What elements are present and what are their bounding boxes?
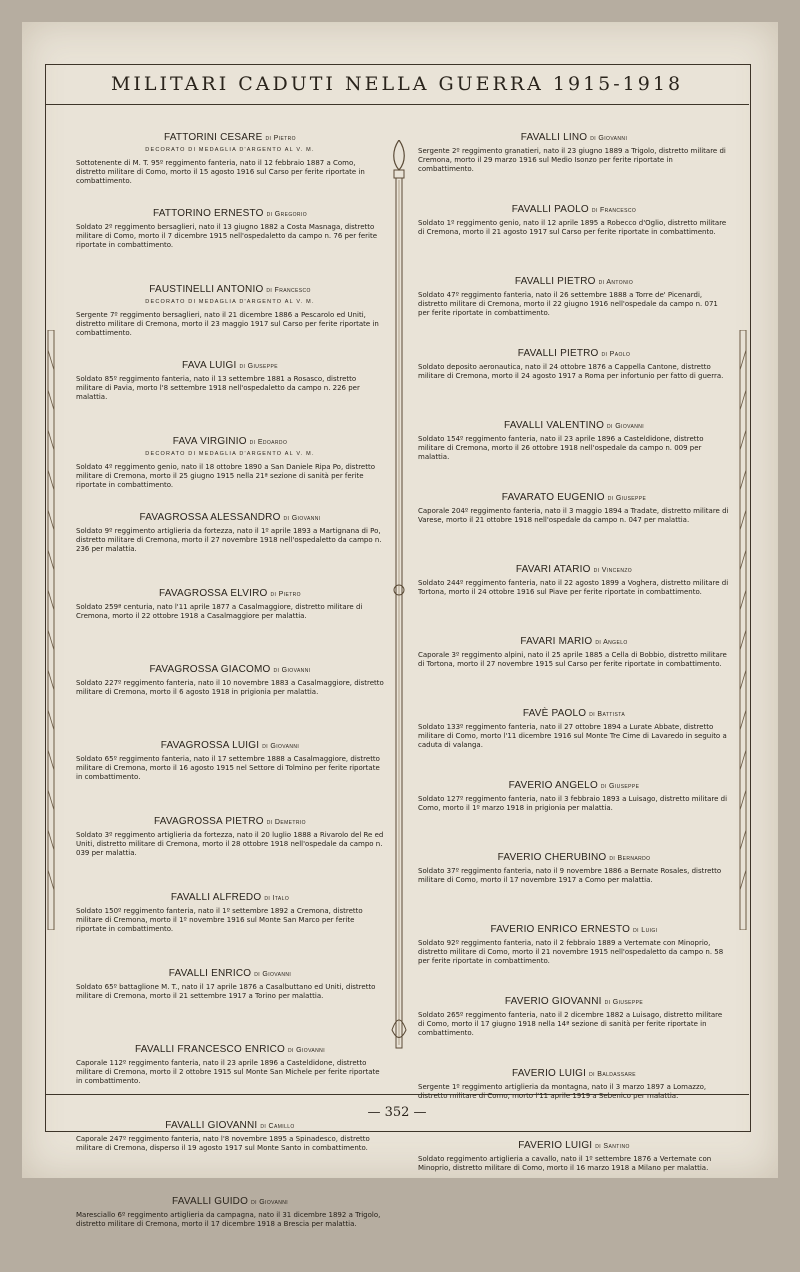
casualty-record: Soldato reggimento artiglieria a cavallo, nato il 1º settembre 1876 a Vertemate con Minoprio, distretto militare di Como, morto il 16 marzo 1918 a Milano per malattia. xyxy=(418,1155,712,1173)
casualty-record: Soldato 3º reggimento artiglieria da fortezza, nato il 20 luglio 1888 a Rivarolo del Re ed Uniti, distretto militare di Cremona, morto il 28 ottobre 1918 nell'ospedale da campo n. 039 per malattia. xyxy=(76,831,384,858)
casualty-surname-given: FAVAGROSSA GIACOMO xyxy=(149,664,271,675)
casualty-entry xyxy=(418,924,730,996)
casualty-entry xyxy=(76,512,384,588)
casualty-name xyxy=(418,1140,730,1151)
casualty-entry xyxy=(418,132,730,204)
right-fasces-ornament-icon xyxy=(738,330,748,930)
casualty-father: di Pietro xyxy=(265,135,296,142)
casualty-record: Sergente 2º reggimento granatieri, nato il 23 giugno 1889 a Trigolo, distretto militare di Cremona, morto il 29 marzo 1916 sul Medio Isonzo per ferite riportate in combattimento. xyxy=(418,147,726,174)
casualty-entry xyxy=(76,892,384,968)
casualty-surname-given: FAVÈ PAOLO xyxy=(522,708,587,719)
casualty-record: Soldato 265º reggimento fanteria, nato il 2 dicembre 1882 a Luisago, distretto militare di Como, morto il 17 giugno 1918 nella 14ª sezione di sanità per ferite riportate in combattimento. xyxy=(418,1011,723,1038)
casualty-father: di Edoardo xyxy=(249,439,288,446)
casualty-record: Soldato 259ª centuria, nato l'11 aprile 1877 a Casalmaggiore, distretto militare di Cremona, morto il 22 ottobre 1918 a Casalmaggiore per malattia. xyxy=(76,603,363,621)
casualty-record: Maresciallo 6º reggimento artiglieria da campagna, nato il 31 dicembre 1892 a Trigolo, distretto militare di Cremona, morto il 17 dicembre 1918 a Brescia per malattia. xyxy=(76,1211,381,1229)
casualty-name xyxy=(76,816,384,827)
casualty-entry xyxy=(418,420,730,492)
casualty-entry xyxy=(76,968,384,1044)
casualty-record: Soldato 47º reggimento fanteria, nato il 26 settembre 1888 a Torre de' Picenardi, distretto militare di Cremona, morto il 22 giugno 1916 nell'ospedale da campo n. 071 per ferite riportate in combattimento. xyxy=(418,291,718,318)
casualty-entry xyxy=(76,284,384,360)
casualty-entry xyxy=(76,588,384,664)
casualty-record: Soldato 127º reggimento fanteria, nato il 3 febbraio 1893 a Luisago, distretto militare di Como, morto il 1º marzo 1918 in prigionia per malattia. xyxy=(418,795,728,813)
casualty-entry xyxy=(418,204,730,276)
casualty-record: Soldato 65º battaglione M. T., nato il 17 aprile 1876 a Casalbuttano ed Uniti, distretto militare di Cremona, morto il 21 settembre 1917 a Torino per malattia. xyxy=(76,983,376,1001)
casualty-name xyxy=(418,492,730,503)
casualty-record: Caporale 247º reggimento fanteria, nato l'8 novembre 1895 a Spinadesco, distretto militare di Cremona, disperso il 19 agosto 1917 sul Monte Santo in combattimento. xyxy=(76,1135,370,1153)
casualty-entry xyxy=(76,436,384,512)
casualty-surname-given: FAVALLI GUIDO xyxy=(171,1196,249,1207)
casualty-name xyxy=(418,348,730,359)
casualty-name xyxy=(76,664,384,675)
casualty-entry xyxy=(418,564,730,636)
casualty-record: Soldato 2º reggimento bersaglieri, nato il 13 giugno 1882 a Costa Masnaga, distretto militare di Como, morto il 7 dicembre 1915 nell'ospedaletto da campo n. 76 per ferite riportate in combattimento. xyxy=(76,223,378,250)
casualty-surname-given: FAVERIO CHERUBINO xyxy=(497,852,607,863)
casualty-father: di Giovanni xyxy=(590,135,628,142)
casualty-name xyxy=(76,284,384,295)
casualty-father: di Italo xyxy=(264,895,290,902)
casualty-entry xyxy=(76,664,384,740)
casualty-record: Soldato 65º reggimento fanteria, nato il 17 settembre 1888 a Casalmaggiore, distretto militare di Cremona, morto il 16 agosto 1915 nel Settore di Tolmino per ferite riportate in combattimento. xyxy=(76,755,380,782)
casualty-father: di Angelo xyxy=(595,639,628,646)
casualty-surname-given: FAVAGROSSA ELVIRO xyxy=(159,588,268,599)
casualty-name xyxy=(76,208,384,219)
casualty-surname-given: FAVAGROSSA PIETRO xyxy=(154,816,264,827)
casualty-entry xyxy=(76,1196,384,1272)
casualty-entry xyxy=(76,208,384,284)
casualty-father: di Pietro xyxy=(270,591,301,598)
torch-ornament-icon xyxy=(388,140,410,1050)
casualty-record: Soldato 150º reggimento fanteria, nato il 1º settembre 1892 a Cremona, distretto militare di Cremona, morto il 1º novembre 1916 sul Monte San Marco per ferite riportate in combattimento. xyxy=(76,907,363,934)
casualty-record: Soldato 154º reggimento fanteria, nato il 23 aprile 1896 a Casteldidone, distretto militare di Cremona, morto il 26 ottobre 1918 nell'ospedale da campo n. 009 per malattia. xyxy=(418,435,704,462)
page-title: MILITARI CADUTI NELLA GUERRA 1915-1918 xyxy=(45,64,749,105)
casualty-name xyxy=(418,996,730,1007)
casualty-surname-given: FAVALLI LINO xyxy=(520,132,588,143)
casualty-record: Soldato 85º reggimento fanteria, nato il 13 settembre 1881 a Rosasco, distretto militare di Pavia, morto l'8 settembre 1918 nell'ospedaletto da campo n. 226 per malattia. xyxy=(76,375,360,402)
casualty-entry xyxy=(418,852,730,924)
casualty-surname-given: FAVA LUIGI xyxy=(182,360,237,371)
casualty-record: Caporale 3º reggimento alpini, nato il 25 aprile 1885 a Cella di Bobbio, distretto militare di Tortona, morto il 27 novembre 1915 sul Carso per ferite riportate in combattimento. xyxy=(418,651,727,669)
casualty-record: Sergente 1º reggimento artiglieria da montagna, nato il 3 marzo 1897 a Lomazzo, distretto militare di Como, morto l'11 aprile 1919 a Sebenico per malattia. xyxy=(418,1083,707,1101)
casualty-surname-given: FAUSTINELLI ANTONIO xyxy=(149,284,264,295)
casualty-name xyxy=(76,360,384,371)
casualty-father: di Giovanni xyxy=(254,971,292,978)
casualty-record: Soldato 4º reggimento genio, nato il 18 ottobre 1890 a San Daniele Ripa Po, distretto militare di Cremona, morto il 25 giugno 1915 nella 21ª sezione di sanità per ferite riportate in combattimento. xyxy=(76,463,376,490)
casualty-name xyxy=(418,924,730,935)
casualty-father: di Giovanni xyxy=(288,1047,325,1054)
casualty-name xyxy=(76,436,384,447)
left-fasces-ornament-icon xyxy=(46,330,56,930)
casualty-surname-given: FATTORINI CESARE xyxy=(164,132,263,143)
casualty-father: di Antonio xyxy=(598,279,634,286)
decoration-note: DECORATO DI MEDAGLIA D'ARGENTO AL V. M. xyxy=(145,299,315,305)
casualty-name xyxy=(76,1044,384,1055)
casualty-name xyxy=(76,588,384,599)
casualty-father: di Luigi xyxy=(633,927,658,934)
casualty-father: di Paolo xyxy=(601,351,631,358)
casualty-surname-given: FAVAGROSSA LUIGI xyxy=(160,740,260,751)
casualty-name xyxy=(418,708,730,719)
casualty-entry xyxy=(76,740,384,816)
casualty-surname-given: FAVALLI PIETRO xyxy=(514,276,596,287)
casualty-surname-given: FAVALLI VALENTINO xyxy=(503,420,605,431)
casualty-name xyxy=(418,420,730,431)
casualty-entry xyxy=(418,276,730,348)
page-number: — 352 — xyxy=(45,1094,749,1131)
casualty-entry xyxy=(418,996,730,1068)
casualty-record: Soldato 92º reggimento fanteria, nato il 2 febbraio 1889 a Vertemate con Minoprio, distretto militare di Como, morto il 21 novembre 1915 nell'ospedaletto da campo n. 58 per ferite riportate in combattimento. xyxy=(418,939,724,966)
casualty-record: Caporale 112º reggimento fanteria, nato il 23 aprile 1896 a Casteldidone, distretto militare di Cremona, morto il 2 ottobre 1915 sul Monte San Michele per ferite riportate in combattimento. xyxy=(76,1059,380,1086)
casualty-record: Soldato 244º reggimento fanteria, nato il 22 agosto 1899 a Voghera, distretto militare di Tortona, morto il 24 ottobre 1916 sul Piave per ferite riportate in combattimento. xyxy=(418,579,729,597)
casualty-entry xyxy=(418,708,730,780)
casualty-record: Sergente 7º reggimento bersaglieri, nato il 21 dicembre 1886 a Pescarolo ed Uniti, distretto militare di Cremona, morto il 23 maggio 1917 sul Carso per ferite riportate in combattimento. xyxy=(76,311,379,338)
casualty-surname-given: FAVALLI ALFREDO xyxy=(170,892,262,903)
casualty-surname-given: FAVALLI GIOVANNI xyxy=(165,1120,258,1131)
casualty-father: di Giovanni xyxy=(251,1199,289,1206)
casualty-name xyxy=(418,636,730,647)
casualty-record: Soldato 1º reggimento genio, nato il 12 aprile 1895 a Robecco d'Oglio, distretto militare di Cremona, morto il 21 agosto 1917 sul Carso per ferite riportate in combattimento. xyxy=(418,219,727,237)
casualty-entry xyxy=(418,348,730,420)
casualty-name xyxy=(418,852,730,863)
casualty-father: di Giovanni xyxy=(283,515,321,522)
casualty-father: di Giovanni xyxy=(262,743,300,750)
casualty-father: di Gregorio xyxy=(266,211,308,218)
casualty-surname-given: FAVERIO ANGELO xyxy=(508,780,598,791)
casualty-entry xyxy=(418,780,730,852)
casualty-name xyxy=(76,892,384,903)
casualty-surname-given: FAVERIO LUIGI xyxy=(518,1140,593,1151)
casualty-name xyxy=(418,276,730,287)
casualty-father: di Giovanni xyxy=(273,667,311,674)
decoration-note: DECORATO DI MEDAGLIA D'ARGENTO AL V. M. xyxy=(145,147,315,153)
casualty-father: di Vincenzo xyxy=(593,567,633,574)
casualty-entry xyxy=(76,816,384,892)
casualty-surname-given: FAVALLI PAOLO xyxy=(511,204,589,215)
casualty-name xyxy=(76,968,384,979)
casualty-entry xyxy=(418,1140,730,1212)
casualty-name xyxy=(418,204,730,215)
decoration-note: DECORATO DI MEDAGLIA D'ARGENTO AL V. M. xyxy=(145,451,315,457)
casualty-father: di Demetrio xyxy=(266,819,306,826)
casualty-surname-given: FAVARI MARIO xyxy=(520,636,593,647)
casualty-record: Soldato 37º reggimento fanteria, nato il 9 novembre 1886 a Bernate Rosales, distretto militare di Como, morto il 17 novembre 1917 a Como per malattia. xyxy=(418,867,722,885)
casualty-surname-given: FAVALLI ENRICO xyxy=(168,968,252,979)
right-column xyxy=(418,132,730,1212)
casualty-father: di Santino xyxy=(595,1143,630,1150)
casualty-name xyxy=(418,1068,730,1079)
casualty-father: di Francesco xyxy=(591,207,637,214)
casualty-father: di Giuseppe xyxy=(604,999,644,1006)
casualty-record: Soldato 9º reggimento artiglieria da fortezza, nato il 1º aprile 1893 a Martignana di Po, distretto militare di Cremona, morto il 27 novembre 1918 nell'ospedaletto da campo n. 236 per malattia. xyxy=(76,527,382,554)
casualty-surname-given: FAVARI ATARIO xyxy=(515,564,591,575)
casualty-name xyxy=(418,564,730,575)
casualty-record: Soldato 227º reggimento fanteria, nato il 10 novembre 1883 a Casalmaggiore, distretto militare di Cremona, morto il 6 agosto 1918 in prigionia per malattia. xyxy=(76,679,384,697)
casualty-surname-given: FAVALLI PIETRO xyxy=(517,348,599,359)
casualty-entry xyxy=(418,492,730,564)
casualty-surname-given: FAVERIO GIOVANNI xyxy=(504,996,602,1007)
casualty-record: Soldato 133º reggimento fanteria, nato il 27 ottobre 1894 a Lurate Abbate, distretto militare di Como, morto l'11 dicembre 1916 sul Monte Tre Cime di Lavaredo in seguito a caduta di valanga. xyxy=(418,723,727,750)
casualty-name xyxy=(418,132,730,143)
casualty-surname-given: FAVARATO EUGENIO xyxy=(501,492,605,503)
casualty-surname-given: FAVERIO ENRICO ERNESTO xyxy=(490,924,631,935)
casualty-father: di Bernardo xyxy=(609,855,651,862)
casualty-name xyxy=(418,780,730,791)
casualty-entry xyxy=(418,636,730,708)
casualty-father: di Giuseppe xyxy=(600,783,640,790)
casualty-surname-given: FATTORINO ERNESTO xyxy=(152,208,264,219)
casualty-name xyxy=(76,512,384,523)
casualty-name xyxy=(76,132,384,143)
casualty-entry xyxy=(76,132,384,208)
casualty-father: di Giovanni xyxy=(607,423,645,430)
casualty-surname-given: FAVERIO LUIGI xyxy=(512,1068,587,1079)
casualty-record: Caporale 204º reggimento fanteria, nato il 3 maggio 1894 a Tradate, distretto militare di Varese, morto il 21 ottobre 1918 nell'ospedale da campo n. 047 per malattia. xyxy=(418,507,729,525)
casualty-record: Sottotenente di M. T. 95º reggimento fanteria, nato il 12 febbraio 1887 a Como, distretto militare di Como, morto il 15 agosto 1916 sul Carso per ferite riportate in combattimento. xyxy=(76,159,365,186)
casualty-name xyxy=(76,740,384,751)
casualty-father: di Camillo xyxy=(260,1123,295,1130)
casualty-entry xyxy=(76,1120,384,1196)
casualty-entry xyxy=(76,360,384,436)
casualty-father: di Francesco xyxy=(266,287,311,294)
casualty-father: di Battista xyxy=(589,711,626,718)
casualty-name xyxy=(76,1196,384,1207)
casualty-father: di Giuseppe xyxy=(607,495,647,502)
casualty-father: di Baldassare xyxy=(589,1071,636,1078)
casualty-surname-given: FAVA VIRGINIO xyxy=(172,436,247,447)
casualty-record: Soldato deposito aeronautica, nato il 24 ottobre 1876 a Cappella Cantone, distretto militare di Cremona, morto il 24 agosto 1917 a Roma per infortunio per fatto di guerra. xyxy=(418,363,724,381)
casualty-surname-given: FAVAGROSSA ALESSANDRO xyxy=(139,512,281,523)
casualty-surname-given: FAVALLI FRANCESCO ENRICO xyxy=(135,1044,286,1055)
casualty-father: di Giuseppe xyxy=(239,363,278,370)
